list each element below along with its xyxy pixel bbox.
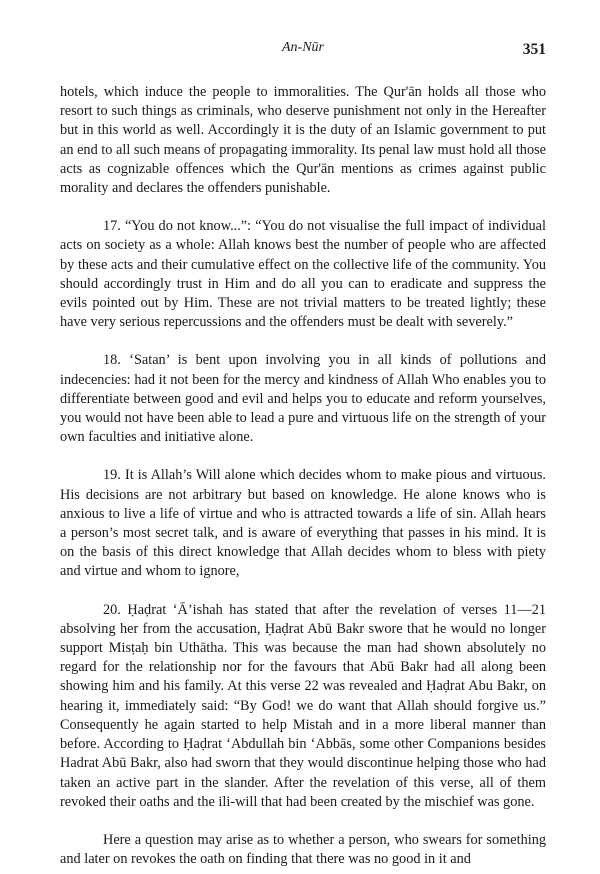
footnote-19: 19. It is Allah’s Will alone which decides whom to make pious and virtuous. His decisions are not arbitrary but based on knowledge. He alone knows who is anxious to live a life of virtue and who is attracted towards a life of sin. Allah hears a person’s most secret talk, and is aware of everything that passes in his mind. It is on the basis of this direct knowledge that Allah decides whom to bless with piety and virtue and whom to ignore, xyxy=(60,467,546,580)
running-title: An-Nūr xyxy=(282,40,324,55)
footnote-18: 18. ‘Satan’ is bent upon involving you in all kinds of pollutions and indecencies: had it not been for the mercy and kindness of Allah Who enables you to differentiate between good and evil and helps you to educate and reform yourselves, you would not have been able to lead a pure and virtuous life on the strength of your own faculties and initiative alone. xyxy=(60,352,546,446)
paragraph-question: Here a question may arise as to whether a person, who swears for something and later on revokes the oath on finding that there was no good in it and xyxy=(60,831,546,868)
page-number: 351 xyxy=(522,41,546,58)
paragraph-gap xyxy=(60,332,546,351)
footnote-17: 17. “You do not know...”: “You do not visualise the full impact of individual acts on society as a whole: Allah knows best the number of people who are affected by these acts and their cumulative effect on the collective life of the community. You should accordingly trust in Him and do all you can to eradicate and suppress the evils pointed out by Him. These are not trivial matters to be treated lightly; these have very serious repercussions and the offenders must be dealt with severely.” xyxy=(60,218,546,331)
footnote-20: 20. Ḥaḍrat ‘Ā’ishah has stated that after the revelation of verses 11—21 absolving her from the accusation, Ḥaḍrat Abū Bakr swore that he would no longer support Misṭaḥ bin Uthātha. This was because the man had shown absolutely no regard for the relationship nor for the favours that Abū Bakr had all along been showing him and his family. At this verse 22 was revealed and Ḥaḍrat Abu Bakr, on hearing it, immediately said: “By God! we do want that Allah should forgive us.” Consequently he again started to help Mistah and in a more liberal manner than before. According to Ḥaḍrat ‘Abdullah bin ‘Abbās, some other Companions besides Hadrat Abū Bakr, also had sworn that they would discontinue helping those who had taken an active part in the slander. After the revelation of this verse, all of them revoked their oaths and the ili-will that had been created by the mischief was gone. xyxy=(60,601,546,810)
page-body xyxy=(60,83,546,869)
paragraph-continuation: hotels, which induce the people to immoralities. The Qur'ān holds all those who resort to such things as criminals, who deserve punishment not only in the Hereafter but in this world as well. Accordingly it is the duty of an Islamic government to put an end to all such means of propagating immorality. Its penal law must hold all those acts as cognizable offences which the Qur'ān mentions as crimes against public morality and declares the offenders punishable. xyxy=(60,84,546,197)
paragraph-gap xyxy=(60,582,546,601)
paragraph-gap xyxy=(60,198,546,217)
paragraph-gap xyxy=(60,447,546,466)
page-header xyxy=(60,40,546,64)
paragraph-gap xyxy=(60,812,546,831)
